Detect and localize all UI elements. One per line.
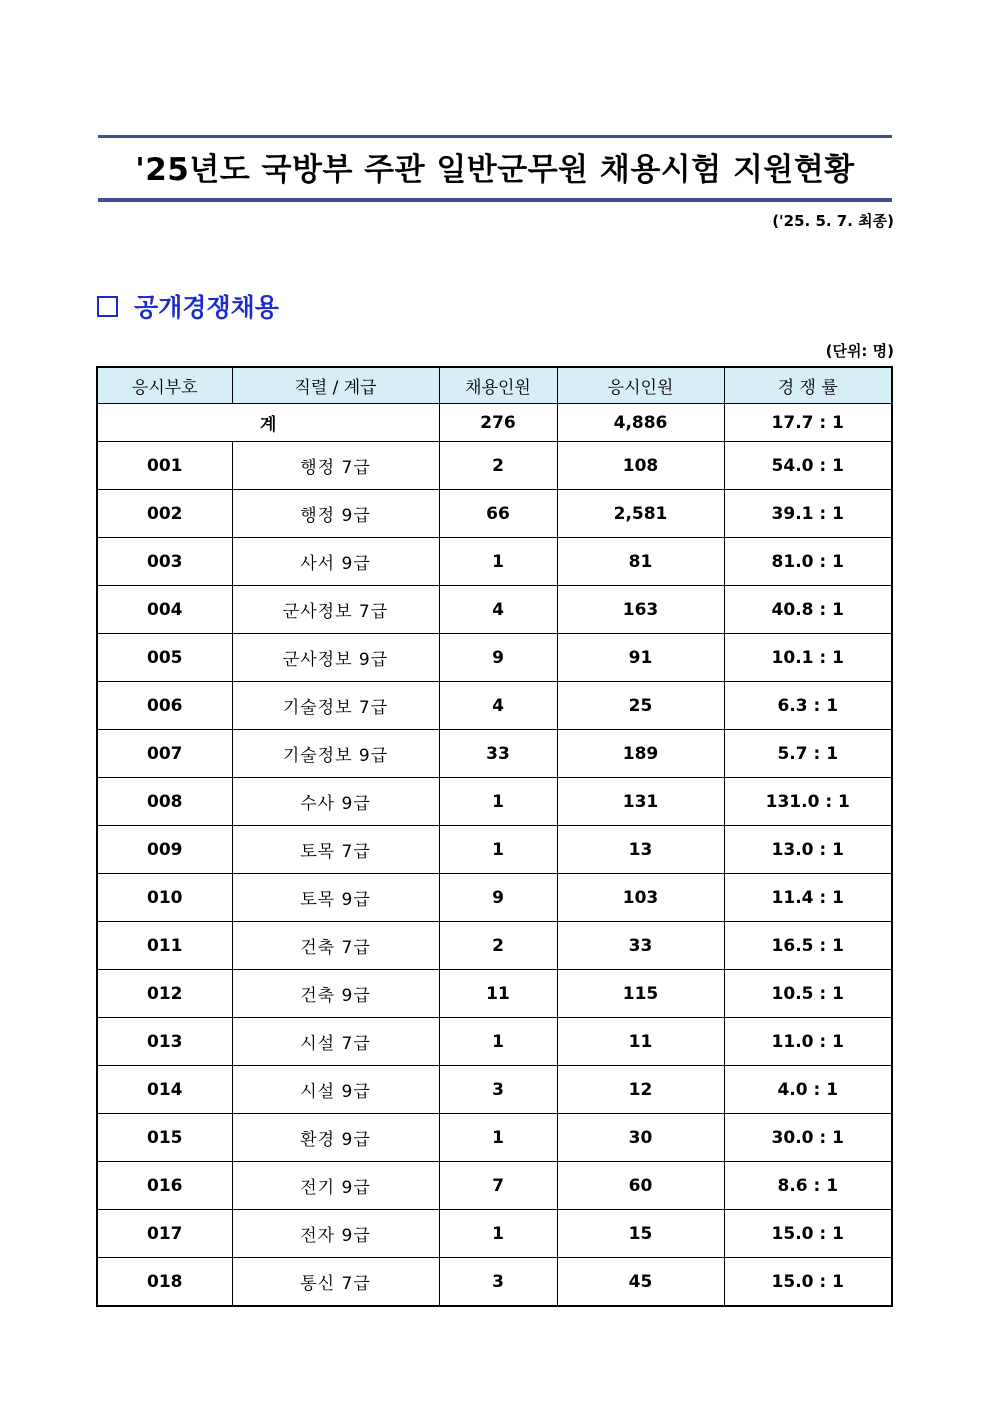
cell-hires: 1 [439,1210,557,1258]
cell-hires: 4 [439,682,557,730]
table-row [97,634,892,682]
header-position: 직렬 / 계급 [232,367,439,404]
cell-code: 014 [97,1066,232,1114]
table-row [97,442,892,490]
cell-applicants: 60 [557,1162,724,1210]
applicant-table [96,366,893,1307]
cell-position: 환경 9급 [232,1114,439,1162]
table-row [97,538,892,586]
header-code: 응시부호 [97,367,232,404]
header-applicants: 응시인원 [557,367,724,404]
cell-applicants: 115 [557,970,724,1018]
cell-hires: 9 [439,634,557,682]
cell-position: 군사정보 7급 [232,586,439,634]
cell-position: 전기 9급 [232,1162,439,1210]
cell-position: 수사 9급 [232,778,439,826]
total-hires: 276 [439,404,557,442]
cell-code: 003 [97,538,232,586]
table-row [97,826,892,874]
cell-hires: 2 [439,442,557,490]
cell-ratio: 39.1 : 1 [724,490,892,538]
date-note: ('25. 5. 7. 최종) [772,212,894,230]
cell-code: 017 [97,1210,232,1258]
table-row [97,1258,892,1307]
cell-position: 기술정보 9급 [232,730,439,778]
total-applicants: 4,886 [557,404,724,442]
total-ratio: 17.7 : 1 [724,404,892,442]
cell-position: 토목 9급 [232,874,439,922]
cell-hires: 2 [439,922,557,970]
cell-position: 행정 9급 [232,490,439,538]
cell-hires: 1 [439,826,557,874]
cell-position: 군사정보 9급 [232,634,439,682]
cell-ratio: 6.3 : 1 [724,682,892,730]
table-row [97,730,892,778]
cell-ratio: 15.0 : 1 [724,1258,892,1307]
cell-ratio: 13.0 : 1 [724,826,892,874]
cell-ratio: 10.1 : 1 [724,634,892,682]
cell-position: 토목 7급 [232,826,439,874]
cell-applicants: 11 [557,1018,724,1066]
cell-position: 시설 9급 [232,1066,439,1114]
cell-hires: 3 [439,1258,557,1307]
cell-applicants: 12 [557,1066,724,1114]
cell-code: 004 [97,586,232,634]
cell-code: 012 [97,970,232,1018]
cell-applicants: 15 [557,1210,724,1258]
cell-applicants: 131 [557,778,724,826]
cell-ratio: 16.5 : 1 [724,922,892,970]
cell-hires: 1 [439,1114,557,1162]
cell-hires: 1 [439,538,557,586]
cell-position: 건축 7급 [232,922,439,970]
page-title: '25년도 국방부 주관 일반군무원 채용시험 지원현황 [135,152,855,188]
cell-ratio: 8.6 : 1 [724,1162,892,1210]
checkbox-square-icon [97,296,118,317]
cell-ratio: 81.0 : 1 [724,538,892,586]
cell-applicants: 108 [557,442,724,490]
table-row [97,490,892,538]
cell-hires: 7 [439,1162,557,1210]
table-row [97,682,892,730]
cell-ratio: 10.5 : 1 [724,970,892,1018]
cell-code: 011 [97,922,232,970]
table-row [97,778,892,826]
cell-code: 009 [97,826,232,874]
table-row [97,922,892,970]
table-row [97,970,892,1018]
table-row [97,586,892,634]
cell-applicants: 45 [557,1258,724,1307]
cell-hires: 1 [439,1018,557,1066]
cell-code: 007 [97,730,232,778]
cell-ratio: 5.7 : 1 [724,730,892,778]
cell-position: 행정 7급 [232,442,439,490]
cell-code: 001 [97,442,232,490]
section-title: 공개경쟁채용 [134,293,279,322]
cell-ratio: 54.0 : 1 [724,442,892,490]
cell-applicants: 91 [557,634,724,682]
cell-applicants: 30 [557,1114,724,1162]
cell-hires: 11 [439,970,557,1018]
cell-code: 010 [97,874,232,922]
cell-ratio: 30.0 : 1 [724,1114,892,1162]
cell-applicants: 13 [557,826,724,874]
cell-position: 사서 9급 [232,538,439,586]
cell-code: 015 [97,1114,232,1162]
cell-position: 전자 9급 [232,1210,439,1258]
cell-hires: 9 [439,874,557,922]
section-heading [97,288,279,324]
total-label: 계 [97,404,439,442]
cell-applicants: 81 [557,538,724,586]
cell-applicants: 103 [557,874,724,922]
cell-code: 013 [97,1018,232,1066]
cell-applicants: 33 [557,922,724,970]
table-row [97,1066,892,1114]
table-row [97,1114,892,1162]
table-row [97,1018,892,1066]
cell-hires: 66 [439,490,557,538]
cell-ratio: 40.8 : 1 [724,586,892,634]
cell-code: 002 [97,490,232,538]
cell-code: 018 [97,1258,232,1307]
cell-position: 기술정보 7급 [232,682,439,730]
cell-position: 통신 7급 [232,1258,439,1307]
cell-applicants: 163 [557,586,724,634]
cell-ratio: 15.0 : 1 [724,1210,892,1258]
cell-code: 008 [97,778,232,826]
cell-ratio: 11.0 : 1 [724,1018,892,1066]
cell-ratio: 131.0 : 1 [724,778,892,826]
cell-hires: 33 [439,730,557,778]
unit-note: (단위: 명) [825,342,894,360]
cell-hires: 3 [439,1066,557,1114]
cell-hires: 4 [439,586,557,634]
header-hires: 채용인원 [439,367,557,404]
title-block [98,135,892,202]
cell-applicants: 2,581 [557,490,724,538]
cell-ratio: 4.0 : 1 [724,1066,892,1114]
cell-ratio: 11.4 : 1 [724,874,892,922]
table-row [97,1162,892,1210]
cell-code: 006 [97,682,232,730]
table-row [97,874,892,922]
cell-position: 건축 9급 [232,970,439,1018]
header-ratio: 경 쟁 률 [724,367,892,404]
cell-code: 016 [97,1162,232,1210]
cell-position: 시설 7급 [232,1018,439,1066]
title-bottom-rule [98,198,892,202]
cell-hires: 1 [439,778,557,826]
table-header-row [97,367,892,404]
cell-applicants: 189 [557,730,724,778]
cell-applicants: 25 [557,682,724,730]
table-row [97,1210,892,1258]
cell-code: 005 [97,634,232,682]
total-row [97,404,892,442]
